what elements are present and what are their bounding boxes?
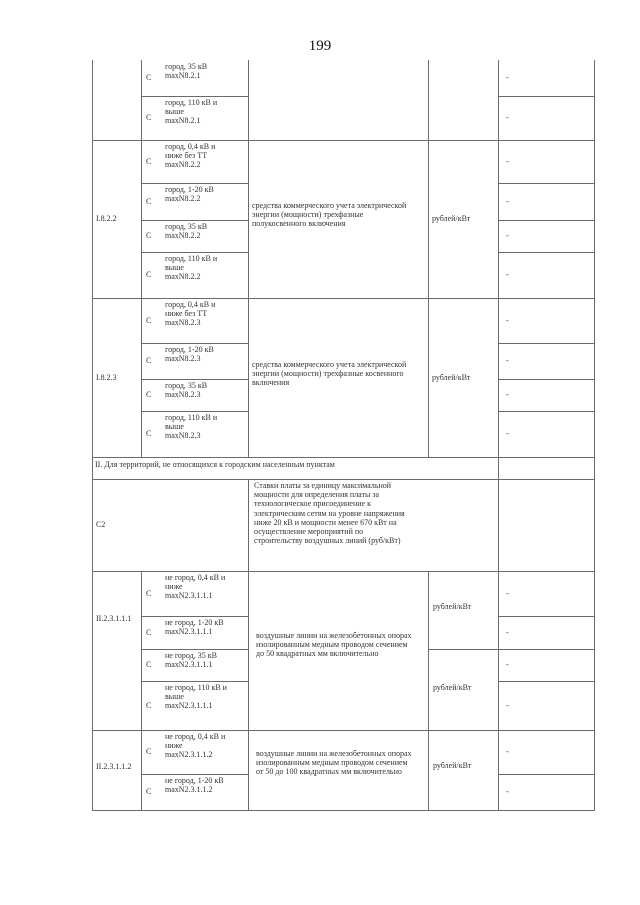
row-letter: [146, 681, 156, 730]
c2-code: [96, 479, 136, 571]
row-description: город, 35 кВ maxN8.2.2: [165, 222, 208, 241]
page-number: 199: [308, 38, 332, 54]
row-letter: [146, 411, 156, 457]
row-description: не город, 1-20 кВ maxN2.3.1.1.2: [165, 776, 224, 795]
row-value-text: -: [506, 315, 509, 325]
group-unit: рублей/кВт: [433, 761, 472, 770]
c2-description: Ставки платы за единицу максимальной мощности для определения платы за технологическое присоединение к электрическим сетям на уровне напряжения ниже 20 кВ и мощности менее 670 кВт на осуществление мероприятий по строительству воздушных линий (руб/кВт): [254, 481, 405, 546]
table-rule: [141, 616, 249, 617]
row-value: [506, 411, 526, 457]
group-unit: рублей/кВт: [432, 214, 471, 223]
row-value: [506, 649, 526, 681]
row-value-text: -: [506, 660, 509, 670]
row-value: [506, 183, 526, 220]
table-rule: [141, 571, 142, 811]
table-rule: [498, 60, 499, 457]
table-rule: [141, 379, 249, 380]
group-unit: рублей/кВт: [433, 683, 472, 692]
row-description: город, 110 кВ и выше maxN8.2.1: [165, 98, 218, 126]
row-value: [506, 96, 526, 140]
row-value: [506, 379, 526, 411]
row-description: не город, 1-20 кВ maxN2.3.1.1.1: [165, 618, 224, 637]
row-letter: [146, 571, 156, 616]
group-description: средства коммерческого учета электрической энергии (мощности) трехфазные косвенного включения: [252, 359, 407, 387]
row-letter: [146, 220, 156, 252]
row-description: город, 0,4 кВ и ниже без ТТ maxN8.2.2: [165, 142, 216, 170]
row-value: [506, 298, 526, 343]
row-value: [506, 616, 526, 649]
row-value-text: -: [506, 787, 509, 797]
group-description: воздушные линии на железобетонных опорах изолированным медным проводом сечением от 50 до 100 квадратных мм включительно: [256, 749, 412, 777]
row-letter: [146, 60, 156, 96]
row-letter-text: С: [146, 356, 152, 366]
row-letter: [146, 616, 156, 649]
row-value-text: -: [506, 627, 509, 637]
table-rule: [92, 457, 595, 458]
row-description: город, 110 кВ и выше maxN8.2.2: [165, 254, 218, 282]
row-letter-text: С: [146, 196, 152, 206]
table-rule: [248, 60, 249, 457]
table-rule: [428, 60, 429, 457]
group-code: II.2.3.1.1.1: [96, 614, 132, 623]
row-value-text: -: [506, 747, 509, 757]
row-value: [506, 60, 526, 96]
table-rule: [248, 571, 249, 811]
table-rule: [141, 649, 249, 650]
row-letter-text: С: [146, 315, 152, 325]
table-rule: [92, 810, 595, 811]
section-header: II. Для территорий, не относящихся к городским населенным пунктам: [95, 460, 335, 469]
row-value: [506, 571, 526, 616]
table-rule: [141, 681, 249, 682]
row-letter-text: С: [146, 390, 152, 400]
row-value-text: -: [506, 73, 509, 83]
table-left-border: [92, 60, 93, 811]
row-letter: [146, 96, 156, 140]
row-description: город, 1-20 кВ maxN8.2.3: [165, 345, 214, 364]
row-value: [506, 730, 526, 774]
table-rule: [498, 479, 499, 571]
group-unit: рублей/кВт: [432, 372, 471, 382]
group-code: II.2.3.1.1.2: [96, 762, 132, 771]
table-rule: [141, 220, 249, 221]
row-letter-text: С: [146, 700, 152, 710]
table-rule: [141, 343, 249, 344]
table-rule: [141, 774, 249, 775]
row-letter: [146, 183, 156, 220]
row-value-text: -: [506, 700, 509, 710]
row-letter: [146, 343, 156, 379]
row-value: [506, 681, 526, 730]
row-letter: [146, 730, 156, 774]
row-letter-text: С: [146, 231, 152, 241]
row-value-text: -: [506, 390, 509, 400]
row-letter: [146, 140, 156, 183]
row-letter-text: С: [146, 627, 152, 637]
group-description: средства коммерческого учета электрической энергии (мощности) трехфазные полукосвенного включения: [252, 201, 407, 229]
group-description: воздушные линии на железобетонных опорах изолированным медным проводом сечением до 50 квадратных мм включительно: [256, 631, 412, 659]
row-description: город, 110 кВ и выше maxN8.2.3: [165, 413, 218, 441]
table-right-border: [594, 60, 595, 811]
row-value: [506, 252, 526, 298]
row-letter-text: С: [146, 429, 152, 439]
row-description: не город, 0,4 кВ и ниже maxN2.3.1.1.1: [165, 573, 226, 601]
row-letter: [146, 298, 156, 343]
row-letter-text: С: [146, 747, 152, 757]
unit-divider: [428, 649, 499, 650]
table-rule: [248, 479, 249, 571]
table-rule: [428, 571, 429, 811]
row-description: не город, 0,4 кВ и ниже maxN2.3.1.1.2: [165, 732, 226, 760]
row-letter-text: С: [146, 588, 152, 598]
table-rule: [92, 479, 595, 480]
row-description: город, 35 кВ maxN8.2.1: [165, 62, 208, 81]
row-description: город, 1-20 кВ maxN8.2.2: [165, 185, 214, 204]
row-letter-text: С: [146, 270, 152, 280]
row-value-text: -: [506, 429, 509, 439]
table-rule: [141, 252, 249, 253]
row-letter: [146, 252, 156, 298]
table-rule: [498, 571, 499, 811]
row-value: [506, 140, 526, 183]
row-letter-text: С: [146, 156, 152, 166]
row-value-text: -: [506, 588, 509, 598]
row-value: [506, 220, 526, 252]
row-letter-text: С: [146, 660, 152, 670]
table-rule: [498, 457, 499, 479]
row-value-text: -: [506, 231, 509, 241]
row-letter: [146, 774, 156, 810]
table-rule: [141, 60, 142, 457]
row-value: [506, 774, 526, 810]
row-value-text: -: [506, 196, 509, 206]
row-value-text: -: [506, 356, 509, 366]
row-letter: [146, 379, 156, 411]
row-letter: [146, 649, 156, 681]
group-unit: рублей/кВт: [433, 602, 472, 611]
group-code: I.8.2.2: [96, 214, 117, 223]
row-value-text: -: [506, 270, 509, 280]
row-value: [506, 343, 526, 379]
group-code: I.8.2.3: [96, 372, 117, 382]
row-description: город, 35 кВ maxN8.2.3: [165, 381, 208, 400]
row-description: не город, 110 кВ и выше maxN2.3.1.1.1: [165, 683, 227, 711]
c2-code-text: С2: [96, 520, 106, 530]
table-rule: [141, 96, 249, 97]
row-letter-text: С: [146, 787, 152, 797]
table-rule: [141, 183, 249, 184]
row-value-text: -: [506, 156, 509, 166]
row-letter-text: С: [146, 73, 152, 83]
table-rule: [141, 411, 249, 412]
row-value-text: -: [506, 113, 509, 123]
row-letter-text: С: [146, 113, 152, 123]
row-description: город, 0,4 кВ и ниже без ТТ maxN8.2.3: [165, 300, 216, 328]
row-description: не город, 35 кВ maxN2.3.1.1.1: [165, 651, 217, 670]
